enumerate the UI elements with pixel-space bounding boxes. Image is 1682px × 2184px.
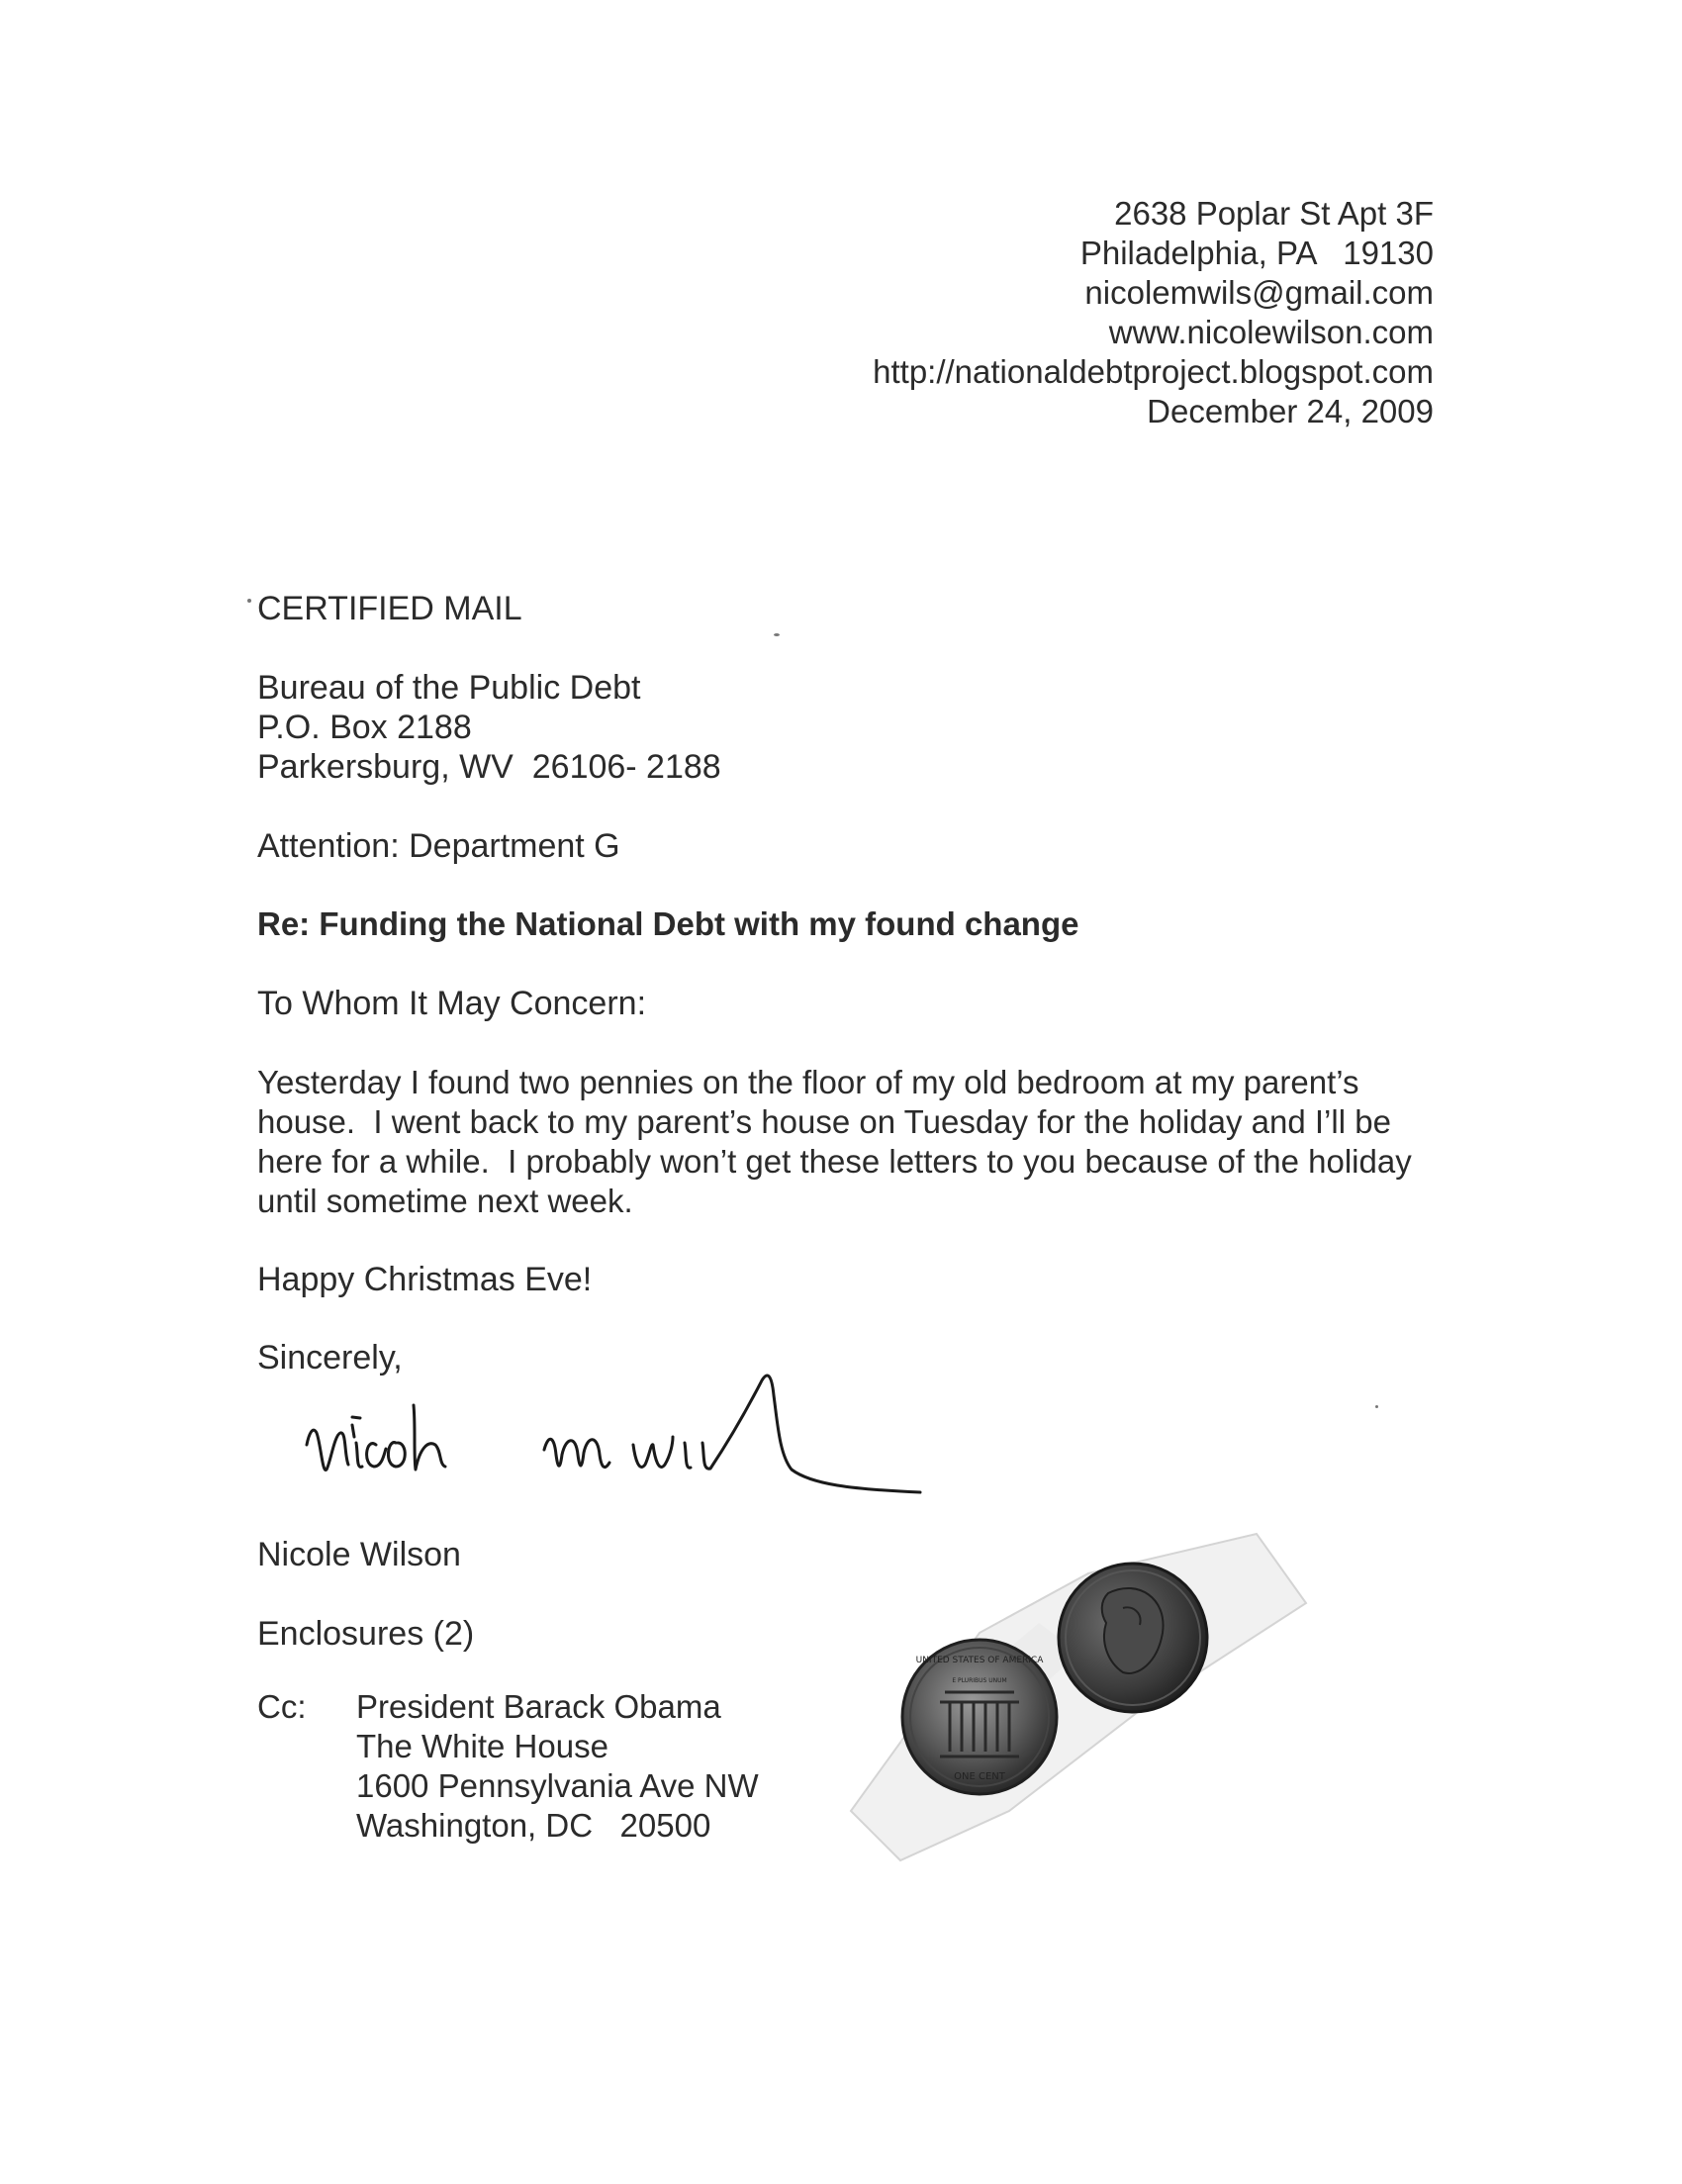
coin-motto: E PLURIBUS UNUM (952, 1677, 1007, 1684)
sender-blog: http://nationaldebtproject.blogspot.com (873, 353, 1434, 390)
body-line: until sometime next week. (257, 1183, 633, 1219)
subject-line: Re: Funding the National Debt with my found change (257, 905, 1079, 942)
recipient-city-line: Parkersburg, WV 26106- 2188 (257, 748, 721, 786)
salutation: To Whom It May Concern: (257, 985, 647, 1022)
attention-line: Attention: Department G (257, 827, 620, 865)
letter-date: December 24, 2009 (1147, 393, 1434, 429)
body-line: Yesterday I found two pennies on the floor of my old bedroom at my parent’s (257, 1064, 1359, 1100)
coin-face-text: ONE CENT (954, 1771, 1005, 1782)
scan-speck (247, 599, 251, 603)
cc-name: President Barack Obama (356, 1688, 721, 1725)
sender-address-line2: Philadelphia, PA 19130 (1079, 235, 1434, 271)
body-line: here for a while. I probably won’t get these letters to you because of the holiday (257, 1143, 1412, 1180)
cc-address (356, 1687, 759, 1846)
taped-pennies (841, 1514, 1316, 1890)
recipient-name: Bureau of the Public Debt (257, 669, 641, 707)
scan-speck (1375, 1405, 1378, 1408)
penny-reverse (902, 1640, 1057, 1794)
cc-city-line: Washington, DC 20500 (356, 1807, 711, 1844)
penny-obverse (1059, 1564, 1207, 1712)
signer-name: Nicole Wilson (257, 1536, 461, 1573)
coin-rim-text: UNITED STATES OF AMERICA (915, 1656, 1044, 1665)
sender-block (873, 194, 1434, 431)
greeting-line: Happy Christmas Eve! (257, 1261, 593, 1298)
sender-email: nicolemwils@gmail.com (1084, 274, 1434, 311)
cc-street: 1600 Pennsylvania Ave NW (356, 1767, 759, 1804)
enclosures-line: Enclosures (2) (257, 1615, 475, 1653)
handwritten-signature (297, 1326, 940, 1524)
sender-website: www.nicolewilson.com (1108, 314, 1434, 350)
cc-label: Cc: (257, 1688, 307, 1725)
cc-org: The White House (356, 1728, 608, 1764)
letter-body (257, 1063, 1425, 1221)
body-line: house. I went back to my parent’s house on Tuesday for the holiday and I’ll be (257, 1103, 1391, 1140)
mail-type: CERTIFIED MAIL (257, 590, 522, 627)
sender-address-line1: 2638 Poplar St Apt 3F (1114, 195, 1434, 232)
scan-speck (774, 633, 780, 636)
closing-line: Sincerely, (257, 1339, 403, 1377)
recipient-po-box: P.O. Box 2188 (257, 709, 472, 746)
